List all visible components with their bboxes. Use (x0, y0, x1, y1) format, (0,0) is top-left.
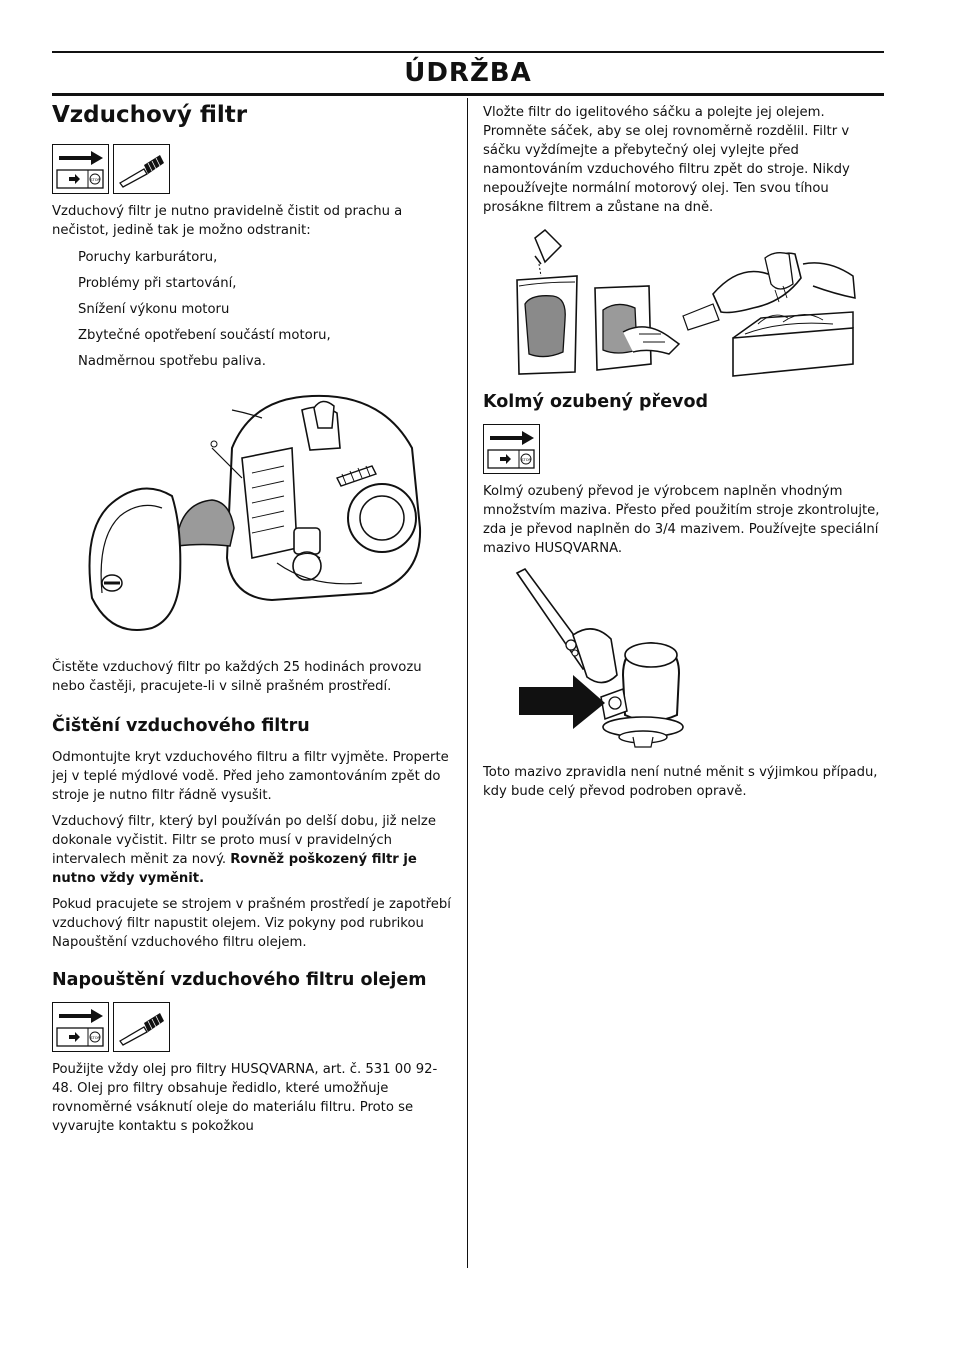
air-filter-intro: Vzduchový filtr je nutno pravidelně čistit od prachu a nečistot, jedině tak je možno odstranit: (52, 204, 403, 238)
list-item: Nadměrnou spotřebu paliva. (78, 354, 266, 369)
column-divider (467, 98, 468, 1268)
left-column (52, 100, 452, 1143)
oiling-heading: Napouštění vzduchového filtru olejem (52, 970, 427, 990)
brush-icon-2 (113, 1002, 170, 1052)
svg-text:STOP: STOP (90, 1036, 100, 1040)
cleaning-heading: Čištění vzduchového filtru (52, 716, 310, 736)
oiling-continued: Vložte filtr do igelitového sáčku a polejte jej olejem. Promněte sáček, aby se olej rovnoměrně rozdělil. Filtr v sáčku vyždímejte a přebytečný olej vylejte před namontováním vzduchového filtru zpět do stroje. Nikdy nepoužívejte normální motorový olej. Ten svou tíhou prosákne filtrem a zůstane na dně. (483, 105, 850, 215)
engine-off-icon (52, 144, 109, 194)
gear-paragraph: Kolmý ozubený převod je výrobcem naplněn vhodným množstvím maziva. Přesto před použitím stroje zkontrolujte, zda je převod naplněn do 3/4 mazivem. Používejte speciální mazivo HUSQVARNA. (483, 484, 880, 556)
gear-paragraph-2: Toto mazivo zpravidla není nutné měnit s výjimkou případu, kdy bude celý převod podroben opravě. (483, 765, 878, 799)
gear-heading: Kolmý ozubený převod (483, 392, 709, 412)
svg-text:STOP: STOP (521, 458, 531, 462)
cleaning-brush-icon (114, 145, 168, 192)
air-filter-icons (52, 144, 452, 196)
cleaning-paragraph-3: Pokud pracujete se strojem v prašném prostředí je zapotřebí vzduchový filtr napustit olejem. Viz pokyny pod rubrikou Napouštění vzduchového filtru olejem. (52, 897, 451, 950)
cleaning-paragraph-2 (52, 812, 452, 888)
engine-filter-illustration (52, 378, 452, 648)
oiling-icons (52, 1002, 452, 1054)
engine-off-icon-2 (52, 1002, 109, 1052)
list-item: Poruchy karburátoru, (78, 250, 218, 265)
cleaning-paragraph-2-text: Vzduchový filtr, který byl používán po delší dobu, již nelze dokonale vyčistit. Filtr se proto musí v pravidelných intervalech měnit za nový. (52, 814, 436, 867)
page-title: ÚDRŽBA (404, 58, 532, 88)
title-rule (52, 93, 884, 96)
list-item: Zbytečné opotřebení součástí motoru, (78, 328, 331, 343)
cleaning-paragraph: Odmontujte kryt vzduchového filtru a filtr vyjměte. Properte jej v teplé mýdlové vodě. Před jeho zamontováním zpět do stroje je nutno filtr řádně vysušit. (52, 750, 449, 803)
list-item: Snížení výkonu motoru (78, 302, 230, 317)
top-rule (52, 51, 884, 53)
gear-head-illustration (483, 565, 883, 755)
right-column (483, 103, 883, 808)
arrow-stop-icon (484, 425, 538, 472)
cleaning-brush-icon (114, 1003, 168, 1050)
brush-icon (113, 144, 170, 194)
svg-text:STOP: STOP (90, 178, 100, 182)
filter-oiling-illustration (483, 224, 883, 382)
engine-off-icon-3 (483, 424, 540, 474)
damaged-filter-warning: Rovněž poškozený filtr je nutno vždy vyměnit. (52, 852, 417, 886)
issue-list (78, 248, 452, 371)
air-filter-interval: Čistěte vzduchový filtr po každých 25 hodinách provozu nebo častěji, pracujete-li v silně prašném prostředí. (52, 660, 422, 694)
gear-icons (483, 424, 883, 476)
arrow-stop-icon (53, 1003, 107, 1050)
list-item: Problémy při startování, (78, 276, 237, 291)
air-filter-heading: Vzduchový filtr (52, 102, 248, 128)
oiling-paragraph: Použijte vždy olej pro filtry HUSQVARNA, art. č. 531 00 92-48. Olej pro filtry obsahuje ředidlo, které umožňuje rovnoměrné vsáknutí oleje do materiálu filtru. Proto se vyvarujte kontaktu s pokožkou (52, 1062, 438, 1134)
arrow-stop-icon (53, 145, 107, 192)
